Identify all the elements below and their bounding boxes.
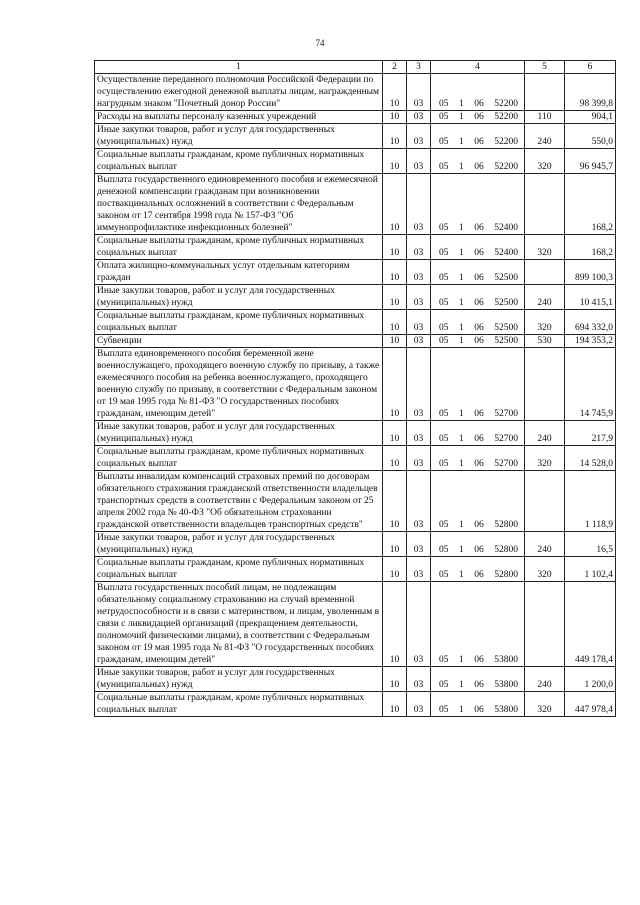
target-article-part: 06 — [474, 680, 484, 690]
table-row — [95, 421, 616, 446]
expense-type-cell — [525, 74, 565, 111]
table-row — [95, 582, 616, 667]
target-article-part: 06 — [474, 99, 484, 109]
amount-cell: 694 332,0 — [565, 310, 616, 335]
table-row — [95, 174, 616, 235]
expense-name-cell: Осуществление переданного полномочия Российской Федерации по осуществлению ежегодной денежной выплаты лицам, награжденным нагрудным знаком "Почетный донор России" — [95, 74, 383, 111]
expense-type-cell: 240 — [525, 532, 565, 557]
razdel-cell: 10 — [383, 124, 407, 149]
expense-type-cell: 530 — [525, 335, 565, 348]
target-article-cell — [431, 149, 525, 174]
razdel-cell: 10 — [383, 532, 407, 557]
target-article-part: 06 — [474, 323, 484, 333]
table-row — [95, 348, 616, 421]
razdel-cell: 10 — [383, 174, 407, 235]
target-article-part: 1 — [459, 162, 464, 172]
table-row — [95, 667, 616, 692]
table-row — [95, 310, 616, 335]
target-article-part: 1 — [459, 655, 464, 665]
podrazdel-cell: 03 — [407, 446, 431, 471]
target-article-cell — [431, 557, 525, 582]
expense-name-cell: Иные закупки товаров, работ и услуг для государственных (муниципальных) нужд — [95, 667, 383, 692]
target-article-part: 06 — [474, 336, 484, 346]
target-article-part: 06 — [474, 137, 484, 147]
razdel-cell: 10 — [383, 260, 407, 285]
target-article-part: 06 — [474, 273, 484, 283]
target-article-part: 53800 — [494, 680, 518, 690]
column-header: 4 — [431, 61, 525, 74]
target-article-part: 05 — [439, 434, 449, 444]
target-article-part: 52400 — [494, 248, 518, 258]
amount-cell: 1 200,0 — [565, 667, 616, 692]
target-article-part: 52800 — [494, 545, 518, 555]
expense-type-cell — [525, 348, 565, 421]
target-article-part: 1 — [459, 459, 464, 469]
target-article-part: 52500 — [494, 273, 518, 283]
table-row — [95, 235, 616, 260]
amount-cell: 449 178,4 — [565, 582, 616, 667]
podrazdel-cell: 03 — [407, 149, 431, 174]
expense-type-cell: 110 — [525, 111, 565, 124]
podrazdel-cell: 03 — [407, 421, 431, 446]
target-article-part: 1 — [459, 323, 464, 333]
expense-name-cell: Иные закупки товаров, работ и услуг для государственных (муниципальных) нужд — [95, 285, 383, 310]
expense-name-cell: Иные закупки товаров, работ и услуг для государственных (муниципальных) нужд — [95, 532, 383, 557]
target-article-part: 1 — [459, 705, 464, 715]
target-article-part: 52700 — [494, 409, 518, 419]
target-article-part: 05 — [439, 273, 449, 283]
podrazdel-cell: 03 — [407, 260, 431, 285]
column-header: 6 — [565, 61, 616, 74]
expense-type-cell — [525, 582, 565, 667]
column-header: 2 — [383, 61, 407, 74]
table-row — [95, 124, 616, 149]
target-article-part: 1 — [459, 336, 464, 346]
target-article-part: 52200 — [494, 112, 518, 122]
target-article-part: 05 — [439, 112, 449, 122]
expense-name-cell: Социальные выплаты гражданам, кроме публичных нормативных социальных выплат — [95, 149, 383, 174]
expense-name-cell: Социальные выплаты гражданам, кроме публичных нормативных социальных выплат — [95, 557, 383, 582]
expense-type-cell: 240 — [525, 421, 565, 446]
podrazdel-cell: 03 — [407, 124, 431, 149]
target-article-part: 52400 — [494, 223, 518, 233]
target-article-part: 05 — [439, 298, 449, 308]
target-article-part: 52800 — [494, 520, 518, 530]
amount-cell: 10 415,1 — [565, 285, 616, 310]
target-article-part: 06 — [474, 248, 484, 258]
podrazdel-cell: 03 — [407, 285, 431, 310]
podrazdel-cell: 03 — [407, 174, 431, 235]
target-article-part: 1 — [459, 409, 464, 419]
amount-cell: 899 100,3 — [565, 260, 616, 285]
target-article-part: 05 — [439, 680, 449, 690]
table-row — [95, 692, 616, 717]
column-header: 5 — [525, 61, 565, 74]
expense-name-cell: Выплаты инвалидам компенсаций страховых премий по договорам обязательного страхования гражданской ответственности владельцев транспортных средств в соответствии с Федеральным законом от 25 апреля 2002 года № 40-ФЗ "Об обязательном страховании гражданской ответственности владельцев транспортных средств" — [95, 471, 383, 532]
expense-name-cell: Субвенции — [95, 335, 383, 348]
table-row — [95, 149, 616, 174]
target-article-cell — [431, 421, 525, 446]
target-article-part: 1 — [459, 99, 464, 109]
target-article-part: 05 — [439, 409, 449, 419]
target-article-part: 05 — [439, 223, 449, 233]
table-row — [95, 74, 616, 111]
amount-cell: 96 945,7 — [565, 149, 616, 174]
target-article-part: 05 — [439, 323, 449, 333]
amount-cell: 1 102,4 — [565, 557, 616, 582]
target-article-part: 06 — [474, 223, 484, 233]
expense-type-cell: 320 — [525, 235, 565, 260]
table-row — [95, 557, 616, 582]
expense-name-cell: Выплата государственного единовременного пособия и ежемесячной денежной компенсации гражданам при возникновении поствакцинальных осложнений в соответствии с Федеральным законом от 17 сентября 1998 года № 157-ФЗ "Об иммунопрофилактике инфекционных болезней" — [95, 174, 383, 235]
target-article-cell — [431, 235, 525, 260]
expense-type-cell: 240 — [525, 285, 565, 310]
expense-type-cell: 240 — [525, 667, 565, 692]
expense-name-cell: Выплата государственных пособий лицам, не подлежащим обязательному социальному страхованию на случай временной нетрудоспособности и в связи с материнством, и лицам, уволенным в связи с ликвидацией организаций (прекращением деятельности, полномочий физическими лицами), в соответствии с Федеральным законом от 19 мая 1995 года № 81-ФЗ "О государственных пособиях гражданам, имеющим детей" — [95, 582, 383, 667]
amount-cell: 14 745,9 — [565, 348, 616, 421]
target-article-part: 1 — [459, 112, 464, 122]
target-article-part: 05 — [439, 248, 449, 258]
amount-cell: 217,9 — [565, 421, 616, 446]
target-article-part: 1 — [459, 298, 464, 308]
expense-type-cell: 320 — [525, 446, 565, 471]
table-row — [95, 446, 616, 471]
amount-cell: 194 353,2 — [565, 335, 616, 348]
target-article-cell — [431, 348, 525, 421]
target-article-part: 05 — [439, 545, 449, 555]
podrazdel-cell: 03 — [407, 692, 431, 717]
razdel-cell: 10 — [383, 111, 407, 124]
target-article-part: 52500 — [494, 336, 518, 346]
target-article-cell — [431, 124, 525, 149]
expense-type-cell — [525, 174, 565, 235]
target-article-cell — [431, 174, 525, 235]
target-article-part: 06 — [474, 112, 484, 122]
razdel-cell: 10 — [383, 348, 407, 421]
target-article-part: 05 — [439, 99, 449, 109]
expense-type-cell — [525, 260, 565, 285]
table-row — [95, 285, 616, 310]
target-article-part: 06 — [474, 545, 484, 555]
razdel-cell: 10 — [383, 285, 407, 310]
target-article-cell — [431, 74, 525, 111]
target-article-part: 1 — [459, 520, 464, 530]
target-article-cell — [431, 285, 525, 310]
column-header: 1 — [95, 61, 383, 74]
target-article-part: 05 — [439, 655, 449, 665]
expense-name-cell: Иные закупки товаров, работ и услуг для государственных (муниципальных) нужд — [95, 124, 383, 149]
table-header-row — [95, 61, 616, 74]
target-article-part: 06 — [474, 570, 484, 580]
target-article-cell — [431, 582, 525, 667]
expense-type-cell: 320 — [525, 692, 565, 717]
target-article-cell — [431, 446, 525, 471]
target-article-part: 1 — [459, 248, 464, 258]
amount-cell: 14 528,0 — [565, 446, 616, 471]
table-row — [95, 532, 616, 557]
target-article-part: 52200 — [494, 99, 518, 109]
expense-type-cell: 320 — [525, 557, 565, 582]
expense-type-cell: 240 — [525, 124, 565, 149]
expense-name-cell: Иные закупки товаров, работ и услуг для государственных (муниципальных) нужд — [95, 421, 383, 446]
razdel-cell: 10 — [383, 335, 407, 348]
table-row — [95, 335, 616, 348]
target-article-cell — [431, 532, 525, 557]
target-article-cell — [431, 260, 525, 285]
expense-name-cell: Социальные выплаты гражданам, кроме публичных нормативных социальных выплат — [95, 235, 383, 260]
target-article-part: 52500 — [494, 298, 518, 308]
razdel-cell: 10 — [383, 471, 407, 532]
page-number: 74 — [315, 38, 325, 48]
expense-type-cell: 320 — [525, 149, 565, 174]
target-article-part: 52800 — [494, 570, 518, 580]
target-article-part: 1 — [459, 434, 464, 444]
target-article-part: 05 — [439, 162, 449, 172]
podrazdel-cell: 03 — [407, 335, 431, 348]
podrazdel-cell: 03 — [407, 471, 431, 532]
podrazdel-cell: 03 — [407, 667, 431, 692]
target-article-part: 06 — [474, 434, 484, 444]
target-article-part: 1 — [459, 680, 464, 690]
target-article-cell — [431, 111, 525, 124]
target-article-cell — [431, 471, 525, 532]
expense-name-cell: Оплата жилищно-коммунальных услуг отдельным категориям граждан — [95, 260, 383, 285]
target-article-part: 52500 — [494, 323, 518, 333]
target-article-part: 06 — [474, 409, 484, 419]
budget-table — [94, 60, 616, 717]
expense-name-cell: Социальные выплаты гражданам, кроме публичных нормативных социальных выплат — [95, 446, 383, 471]
podrazdel-cell: 03 — [407, 111, 431, 124]
target-article-cell — [431, 692, 525, 717]
expense-name-cell: Выплата единовременного пособия беременной жене военнослужащего, проходящего военную службу по призыву, а также ежемесячного пособия на ребенка военнослужащего, проходящего военную службу по призыву, в соответствии с Федеральным законом от 19 мая 1995 года № 81-ФЗ "О государственных пособиях гражданам, имеющим детей" — [95, 348, 383, 421]
target-article-part: 53800 — [494, 705, 518, 715]
podrazdel-cell: 03 — [407, 348, 431, 421]
razdel-cell: 10 — [383, 582, 407, 667]
target-article-part: 06 — [474, 162, 484, 172]
podrazdel-cell: 03 — [407, 557, 431, 582]
razdel-cell: 10 — [383, 446, 407, 471]
target-article-part: 05 — [439, 336, 449, 346]
razdel-cell: 10 — [383, 235, 407, 260]
expense-type-cell — [525, 471, 565, 532]
amount-cell: 1 118,9 — [565, 471, 616, 532]
razdel-cell: 10 — [383, 74, 407, 111]
amount-cell: 16,5 — [565, 532, 616, 557]
podrazdel-cell: 03 — [407, 310, 431, 335]
target-article-part: 06 — [474, 298, 484, 308]
razdel-cell: 10 — [383, 421, 407, 446]
amount-cell: 447 978,4 — [565, 692, 616, 717]
podrazdel-cell: 03 — [407, 235, 431, 260]
razdel-cell: 10 — [383, 692, 407, 717]
target-article-part: 1 — [459, 137, 464, 147]
table-row — [95, 260, 616, 285]
target-article-part: 53800 — [494, 655, 518, 665]
amount-cell: 168,2 — [565, 235, 616, 260]
target-article-cell — [431, 667, 525, 692]
target-article-part: 1 — [459, 273, 464, 283]
razdel-cell: 10 — [383, 310, 407, 335]
target-article-part: 05 — [439, 137, 449, 147]
target-article-part: 06 — [474, 655, 484, 665]
target-article-part: 06 — [474, 520, 484, 530]
target-article-cell — [431, 335, 525, 348]
amount-cell: 550,0 — [565, 124, 616, 149]
expense-name-cell: Расходы на выплаты персоналу казенных учреждений — [95, 111, 383, 124]
table-body — [95, 74, 616, 717]
expense-name-cell: Социальные выплаты гражданам, кроме публичных нормативных социальных выплат — [95, 692, 383, 717]
target-article-part: 05 — [439, 520, 449, 530]
podrazdel-cell: 03 — [407, 74, 431, 111]
target-article-part: 52700 — [494, 459, 518, 469]
target-article-part: 52200 — [494, 137, 518, 147]
target-article-cell — [431, 310, 525, 335]
table-row — [95, 471, 616, 532]
amount-cell: 98 399,8 — [565, 74, 616, 111]
expense-name-cell: Социальные выплаты гражданам, кроме публичных нормативных социальных выплат — [95, 310, 383, 335]
target-article-part: 1 — [459, 570, 464, 580]
razdel-cell: 10 — [383, 149, 407, 174]
target-article-part: 06 — [474, 705, 484, 715]
expense-type-cell: 320 — [525, 310, 565, 335]
razdel-cell: 10 — [383, 667, 407, 692]
target-article-part: 05 — [439, 705, 449, 715]
target-article-part: 05 — [439, 570, 449, 580]
podrazdel-cell: 03 — [407, 582, 431, 667]
target-article-part: 52200 — [494, 162, 518, 172]
razdel-cell: 10 — [383, 557, 407, 582]
podrazdel-cell: 03 — [407, 532, 431, 557]
amount-cell: 168,2 — [565, 174, 616, 235]
column-header: 3 — [407, 61, 431, 74]
amount-cell: 904,1 — [565, 111, 616, 124]
target-article-part: 52700 — [494, 434, 518, 444]
table-row — [95, 111, 616, 124]
target-article-part: 05 — [439, 459, 449, 469]
target-article-part: 1 — [459, 223, 464, 233]
target-article-part: 06 — [474, 459, 484, 469]
target-article-part: 1 — [459, 545, 464, 555]
